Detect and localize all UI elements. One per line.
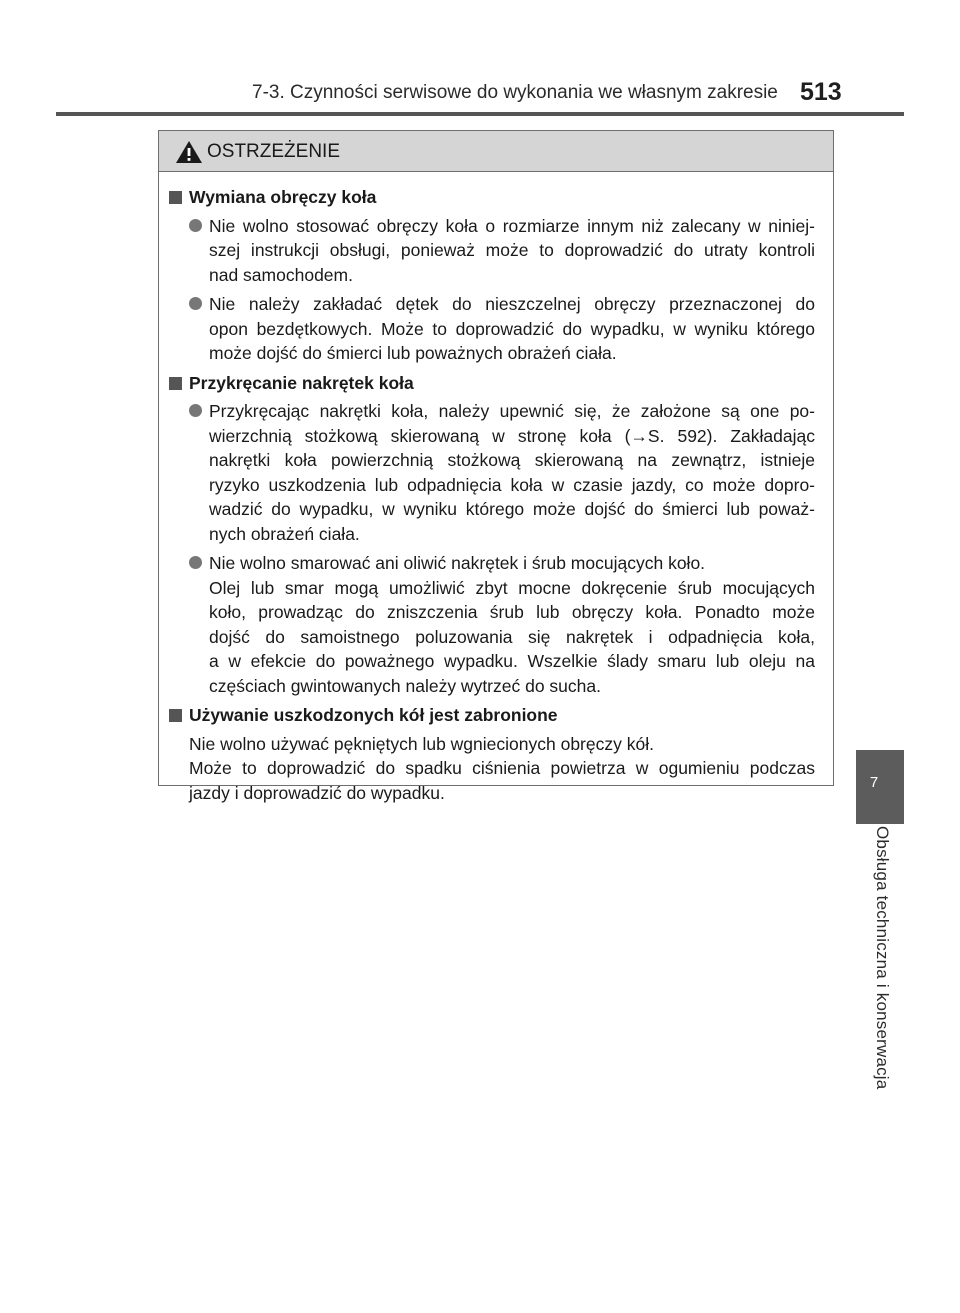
text-line: Przykręcając nakrętki koła, należy upewnić się, że założone są one po-	[209, 401, 815, 421]
round-bullet-icon	[189, 556, 202, 569]
bullet-item	[167, 399, 815, 546]
chapter-tab	[856, 750, 904, 824]
text-line: Olej lub smar mogą umożliwić zbyt mocne dokręcenie śrub mocujących	[209, 577, 815, 598]
chapter-title: 7-3. Czynności serwisowe do wykonania we własnym zakresie	[252, 82, 778, 103]
bullet-item	[167, 292, 815, 366]
chapter-tab-label: Obsługa techniczna i konserwacja	[873, 826, 892, 1090]
section-heading-text: Używanie uszkodzonych kół jest zabronione	[189, 705, 558, 725]
round-bullet-icon	[189, 219, 202, 232]
text-line: koło, prowadząc do zniszczenia śrub lub obręczy koła. Ponadto może	[209, 602, 815, 622]
section-heading	[167, 703, 815, 728]
text-line: nych obrażeń ciała.	[209, 523, 360, 544]
text-line: nakrętki koła powierzchnią stożkową skierowaną na zewnątrz, istnieje	[209, 450, 815, 470]
text-line: Nie wolno stosować obręczy koła o rozmiarze innym niż zalecany w niniej-	[209, 215, 815, 236]
text-line: wadzić do wypadku, w wyniku którego może dojść do śmierci lub poważ-	[209, 499, 815, 519]
square-bullet-icon	[169, 191, 182, 204]
text-line: ryzyko uszkodzenia lub odpadnięcia koła w czasie jazdy, co może dopro-	[209, 474, 815, 495]
text-line: Nie wolno używać pękniętych lub wgniecionych obręczy kół.	[189, 733, 654, 754]
text-line: Nie wolno smarować ani oliwić nakrętek i śrub mocujących koło.	[209, 553, 706, 573]
header-divider	[56, 112, 904, 116]
warning-body	[159, 172, 833, 805]
text-line: a w efekcie do poważnego wypadku. Wszelkie ślady smaru lub oleju na	[209, 651, 815, 671]
warning-title: OSTRZEŻENIE	[207, 141, 341, 162]
chapter-tab-number: 7	[869, 774, 879, 791]
text-line: dojść do samoistnego poluzowania się nakrętek i odpadnięcia koła,	[209, 626, 815, 647]
text-line: może dojść do śmierci lub poważnych obrażeń ciała.	[209, 343, 617, 363]
warning-box	[158, 130, 834, 803]
text-line: jazdy i doprowadzić do wypadku.	[189, 782, 445, 803]
text-line: nad samochodem.	[209, 264, 353, 285]
warning-triangle-icon	[175, 140, 203, 164]
page-number: 513	[800, 78, 842, 106]
text-line: wierzchnią stożkową skierowaną w stronę koła (→S. 592). Zakładając	[209, 425, 815, 446]
square-bullet-icon	[169, 377, 182, 390]
bullet-item	[167, 551, 815, 698]
paragraph	[167, 732, 815, 806]
bullet-item	[167, 214, 815, 288]
section-heading-text: Przykręcanie nakrętek koła	[189, 372, 414, 393]
round-bullet-icon	[189, 404, 202, 417]
text-line: opon bezdętkowych. Może to doprowadzić do wypadku, w wyniku którego	[209, 318, 815, 339]
section-heading	[167, 185, 815, 210]
text-line: szej instrukcji obsługi, ponieważ może to doprowadzić do utraty kontroli	[209, 240, 815, 260]
section-heading	[167, 371, 815, 396]
square-bullet-icon	[169, 709, 182, 722]
page-header	[232, 78, 852, 108]
text-line: Może to doprowadzić do spadku ciśnienia powietrza w ogumieniu podczas	[189, 758, 815, 778]
text-line: częściach gwintowanych należy wytrzeć do sucha.	[209, 675, 601, 696]
round-bullet-icon	[189, 297, 202, 310]
text-line: Nie należy zakładać dętek do nieszczelnej obręczy przeznaczonej do	[209, 294, 815, 314]
section-heading-text: Wymiana obręczy koła	[189, 187, 377, 207]
warning-header	[159, 131, 833, 172]
